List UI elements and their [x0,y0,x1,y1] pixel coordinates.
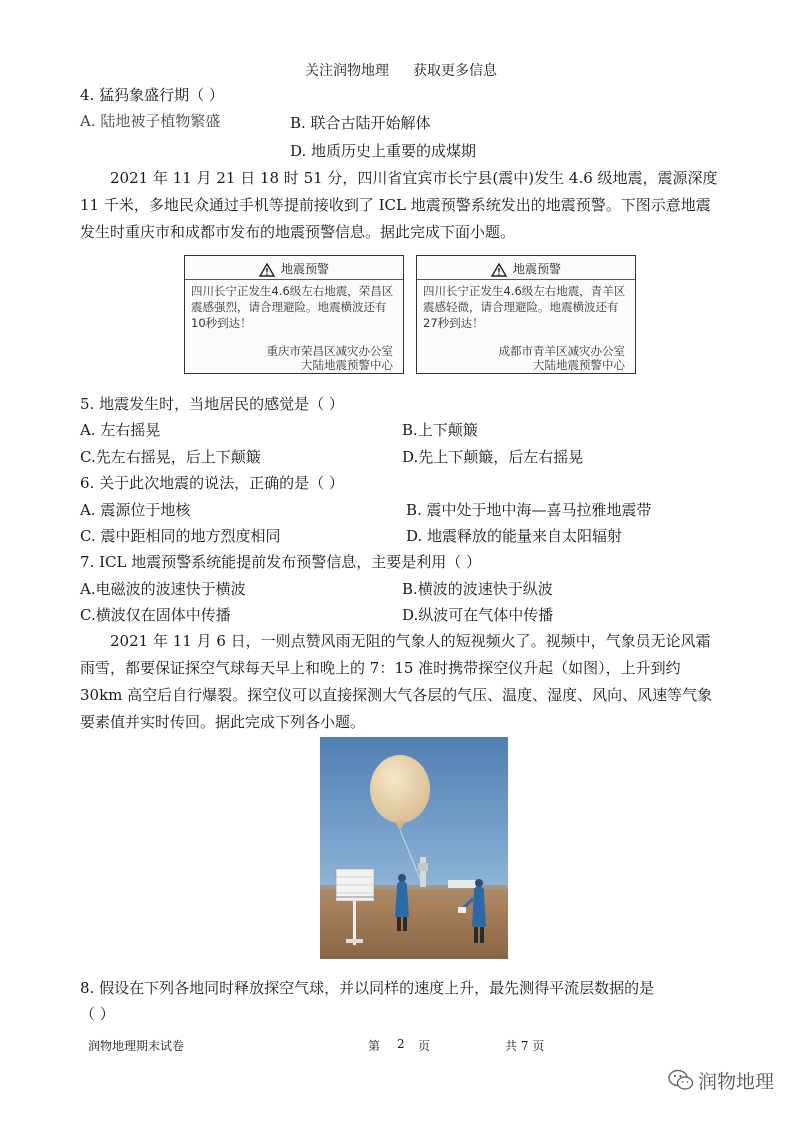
q6-option-b: B. 震中处于地中海—喜马拉雅地震带 [406,501,652,519]
alert-message: 四川长宁正发生4.6级左右地震，荣昌区震感强烈，请合理避险。地震横波还有10秒到达！ [191,284,394,330]
q7-stem: 7. ICL 地震预警系统能提前发布预警信息，主要是利用（ ） [80,553,481,571]
footer-page-number: 2 [397,1037,405,1051]
alert-box-chengdu [416,255,636,374]
q4-option-a: A. 陆地被子植物繁盛 [80,112,221,130]
q5-option-d: D.先上下颠簸，后左右摇晃 [402,448,584,466]
q6-option-a: A. 震源位于地核 [80,501,191,519]
q4-option-b: B. 联合古陆开始解体 [290,114,431,132]
footer-total-pages: 共 7 页 [505,1039,545,1053]
wechat-icon [668,1069,694,1091]
header-right: 获取更多信息 [413,63,497,79]
q8-paren: （ ） [80,1005,115,1023]
alert-message: 四川长宁正发生4.6级左右地震，青羊区震感轻微，请合理避险。地震横波还有27秒到达！ [423,284,626,330]
q5-option-b: B.上下颠簸 [402,421,478,439]
q5-option-c: C.先左右摇晃，后上下颠簸 [80,448,261,466]
q7-option-c: C.横波仅在固体中传播 [80,606,231,624]
logo-text: 润物地理 [698,1071,775,1093]
alert-title-bar [417,259,635,280]
q7-option-d: D.纵波可在气体中传播 [402,606,554,624]
q8-stem: 8. 假设在下列各地同时释放探空气球，并以同样的速度上升，最先测得平流层数据的是 [80,979,655,997]
q7-option-b: B.横波的波速快于纵波 [402,580,553,598]
intro-paragraph-1: 2021 年 11 月 21 日 18 时 51 分，四川省宜宾市长宁县(震中)发生 4.6 级地震，震源深度 11 千米，多地民众通过手机等提前接收到了 ICL 地震预警系统发出的地震预警。下图示意地震发生时重庆市和成都市发布的地震预警信息。据此完成下面小题。 [80,169,718,241]
q5-stem: 5. 地震发生时，当地居民的感觉是（ ） [80,395,344,413]
alert-org-1: 成都市青羊区减灾办公室 [498,344,625,358]
q6-option-d: D. 地震释放的能量来自太阳辐射 [406,527,623,545]
warning-icon [491,263,507,277]
warning-icon [259,263,275,277]
alert-title: 地震预警 [512,262,561,276]
alert-org-1: 重庆市荣昌区减灾办公室 [266,344,393,358]
wechat-logo-watermark [668,1067,774,1094]
alert-box-chongqing [184,255,404,374]
q6-option-c: C. 震中距相同的地方烈度相同 [80,527,281,545]
intro-paragraph-2: 2021 年 11 月 6 日，一则点赞风雨无阻的气象人的短视频火了。视频中，气象员无论风霜雨雪，都要保证探空气球每天早上和晚上的 7：15 准时携带探空仪升起（如图），上升到约 30km 高空后自行爆裂。探空仪可以直接探测大气各层的气压、温度、湿度、风向、风速等气象要素值并实时传回。据此完成下列各小题。 [80,632,713,731]
alert-org-2: 大陆地震预警中心 [533,358,625,372]
q6-stem: 6. 关于此次地震的说法，正确的是（ ） [80,474,344,492]
footer-page-label: 第 [368,1039,381,1053]
alert-title: 地震预警 [280,262,329,276]
q4-stem: 4. 猛犸象盛行期（ ） [80,86,224,104]
q4-option-d: D. 地质历史上重要的成煤期 [290,142,477,160]
alert-org-2: 大陆地震预警中心 [301,358,393,372]
footer-page-unit: 页 [418,1039,431,1053]
weather-balloon-photo [320,737,508,959]
footer-title: 润物地理期末试卷 [88,1039,185,1053]
q7-option-a: A.电磁波的波速快于横波 [80,580,246,598]
alert-title-bar [185,259,403,280]
q5-option-a: A. 左右摇晃 [80,421,161,439]
header-left: 关注润物地理 [305,63,389,79]
